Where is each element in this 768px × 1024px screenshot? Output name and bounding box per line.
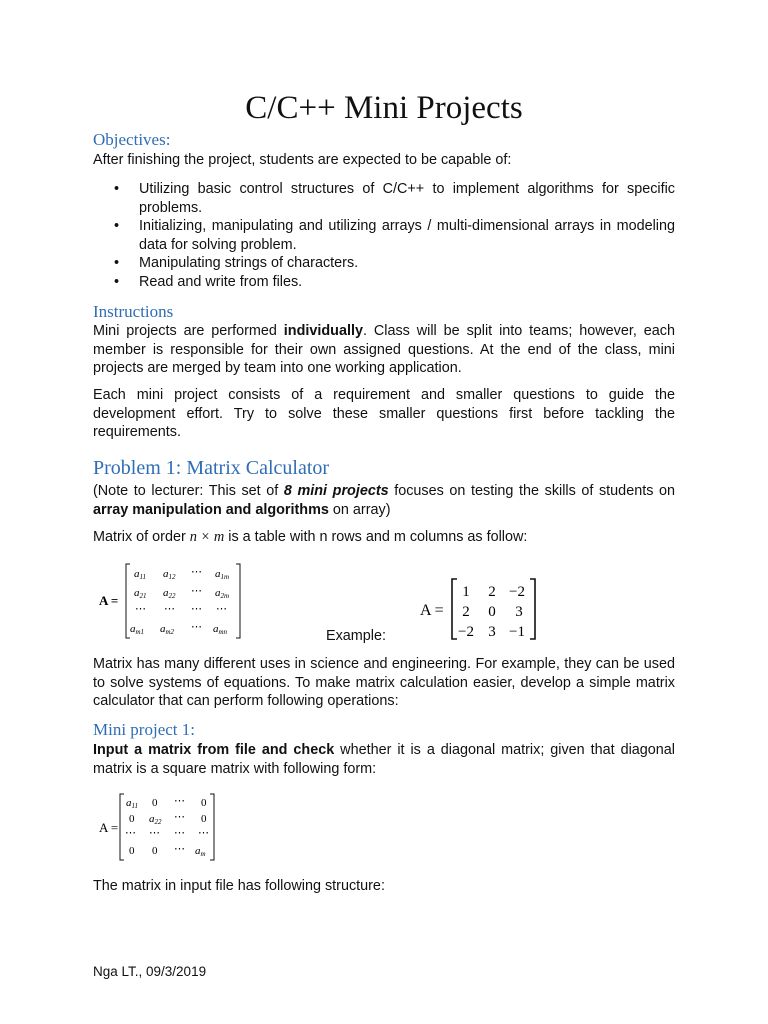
- objectives-intro: After finishing the project, students are expected to be capable of:: [93, 152, 512, 168]
- svg-text:⋯: ⋯: [164, 603, 175, 615]
- matrix-cell: 3: [488, 624, 496, 640]
- objectives-heading: Objectives:: [93, 130, 171, 149]
- objective-item: • Utilizing basic control structures of C/C++ to implement algorithms for specific problems.: [114, 181, 675, 216]
- svg-text:am2: am2: [160, 623, 175, 636]
- svg-text:⋯: ⋯: [174, 795, 185, 807]
- mini-project-1-description: Input a matrix from file and check whether it is a diagonal matrix; given that diagonal matrix is a square matrix with following form:: [93, 742, 675, 777]
- matrix-cell: 3: [515, 604, 523, 620]
- matrix-cell: −2: [458, 624, 474, 640]
- matrix-order-text: Matrix of order n × m is a table with n rows and m columns as follow:: [93, 529, 528, 545]
- svg-text:A =: A =: [99, 593, 119, 608]
- instructions-heading: Instructions: [93, 302, 174, 321]
- objective-item: • Manipulating strings of characters.: [114, 255, 359, 272]
- lecturer-note: (Note to lecturer: This set of 8 mini projects focuses on testing the skills of students on array manipulation and algorithms on array): [93, 483, 675, 518]
- mini-project-1-heading: Mini project 1:: [93, 720, 195, 739]
- matrix-cell: 2: [462, 604, 470, 620]
- svg-text:0: 0: [152, 845, 158, 857]
- svg-text:⋯: ⋯: [174, 811, 185, 823]
- objectives-list: [93, 180, 675, 292]
- svg-text:am: am: [195, 845, 206, 858]
- svg-text:0: 0: [129, 845, 135, 857]
- svg-text:amn: amn: [213, 623, 228, 636]
- example-matrix: [420, 576, 540, 642]
- svg-text:⋯: ⋯: [149, 827, 160, 839]
- svg-text:⋯: ⋯: [198, 827, 209, 839]
- matrix-cell: 1: [462, 584, 470, 600]
- objective-item: • Initializing, manipulating and utilizing arrays / multi-dimensional arrays in modeling data for solving problem.: [114, 218, 675, 253]
- svg-text:⋯: ⋯: [174, 843, 185, 855]
- svg-text:a22: a22: [163, 587, 176, 600]
- svg-text:⋯: ⋯: [216, 603, 227, 615]
- matrix-cell: −2: [509, 584, 525, 600]
- svg-text:⋯: ⋯: [191, 566, 202, 578]
- matrix-cell: 0: [488, 604, 496, 620]
- matrix-cell: −1: [509, 624, 525, 640]
- svg-text:⋯: ⋯: [191, 603, 202, 615]
- input-structure-text: The matrix in input file has following structure:: [93, 878, 385, 894]
- svg-text:A =: A =: [420, 602, 444, 619]
- svg-text:a11: a11: [134, 568, 146, 581]
- problem-1-heading: Problem 1: Matrix Calculator: [93, 457, 330, 479]
- svg-text:a22: a22: [149, 813, 162, 826]
- svg-text:0: 0: [201, 797, 207, 809]
- svg-text:a12: a12: [163, 568, 176, 581]
- bullet-icon: •: [114, 255, 120, 272]
- page-title: C/C++ Mini Projects: [245, 90, 523, 126]
- svg-text:a1m: a1m: [215, 568, 230, 581]
- instructions-paragraph-1: Mini projects are performed individually. Class will be split into teams; however, each member is responsible for their own assigned questions. At the end of the class, mini projects are merged by team into one working application.: [93, 323, 675, 377]
- svg-text:0: 0: [201, 813, 207, 825]
- svg-text:0: 0: [152, 797, 158, 809]
- svg-text:⋯: ⋯: [135, 603, 146, 615]
- svg-text:0: 0: [129, 813, 135, 825]
- svg-text:a21: a21: [134, 587, 147, 600]
- svg-text:⋯: ⋯: [191, 621, 202, 633]
- svg-text:a2m: a2m: [215, 587, 230, 600]
- page-footer: Nga LT., 09/3/2019: [93, 964, 207, 979]
- svg-text:⋯: ⋯: [174, 827, 185, 839]
- matrix-uses-paragraph: Matrix has many different uses in science and engineering. For example, they can be used to solve systems of equations. To make matrix calculation easier, develop a simple matrix calculator that can perform following operations:: [93, 656, 675, 710]
- svg-text:⋯: ⋯: [191, 585, 202, 597]
- svg-text:am1: am1: [130, 623, 145, 636]
- svg-text:A =: A =: [99, 820, 119, 835]
- example-label: Example:: [326, 628, 386, 644]
- instructions-paragraph-2: Each mini project consists of a requirement and smaller questions to guide the development effort. Try to solve these smaller questions first before tackling the requirements.: [93, 387, 675, 441]
- matrix-cell: 2: [488, 584, 496, 600]
- general-matrix-formula: [97, 560, 247, 642]
- objective-item: • Read and write from files.: [114, 273, 303, 290]
- bullet-icon: •: [114, 273, 120, 290]
- diagonal-matrix-formula: [97, 790, 221, 864]
- svg-text:⋯: ⋯: [125, 827, 136, 839]
- bullet-icon: •: [114, 181, 120, 197]
- bullet-icon: •: [114, 218, 120, 235]
- svg-text:a11: a11: [126, 797, 138, 810]
